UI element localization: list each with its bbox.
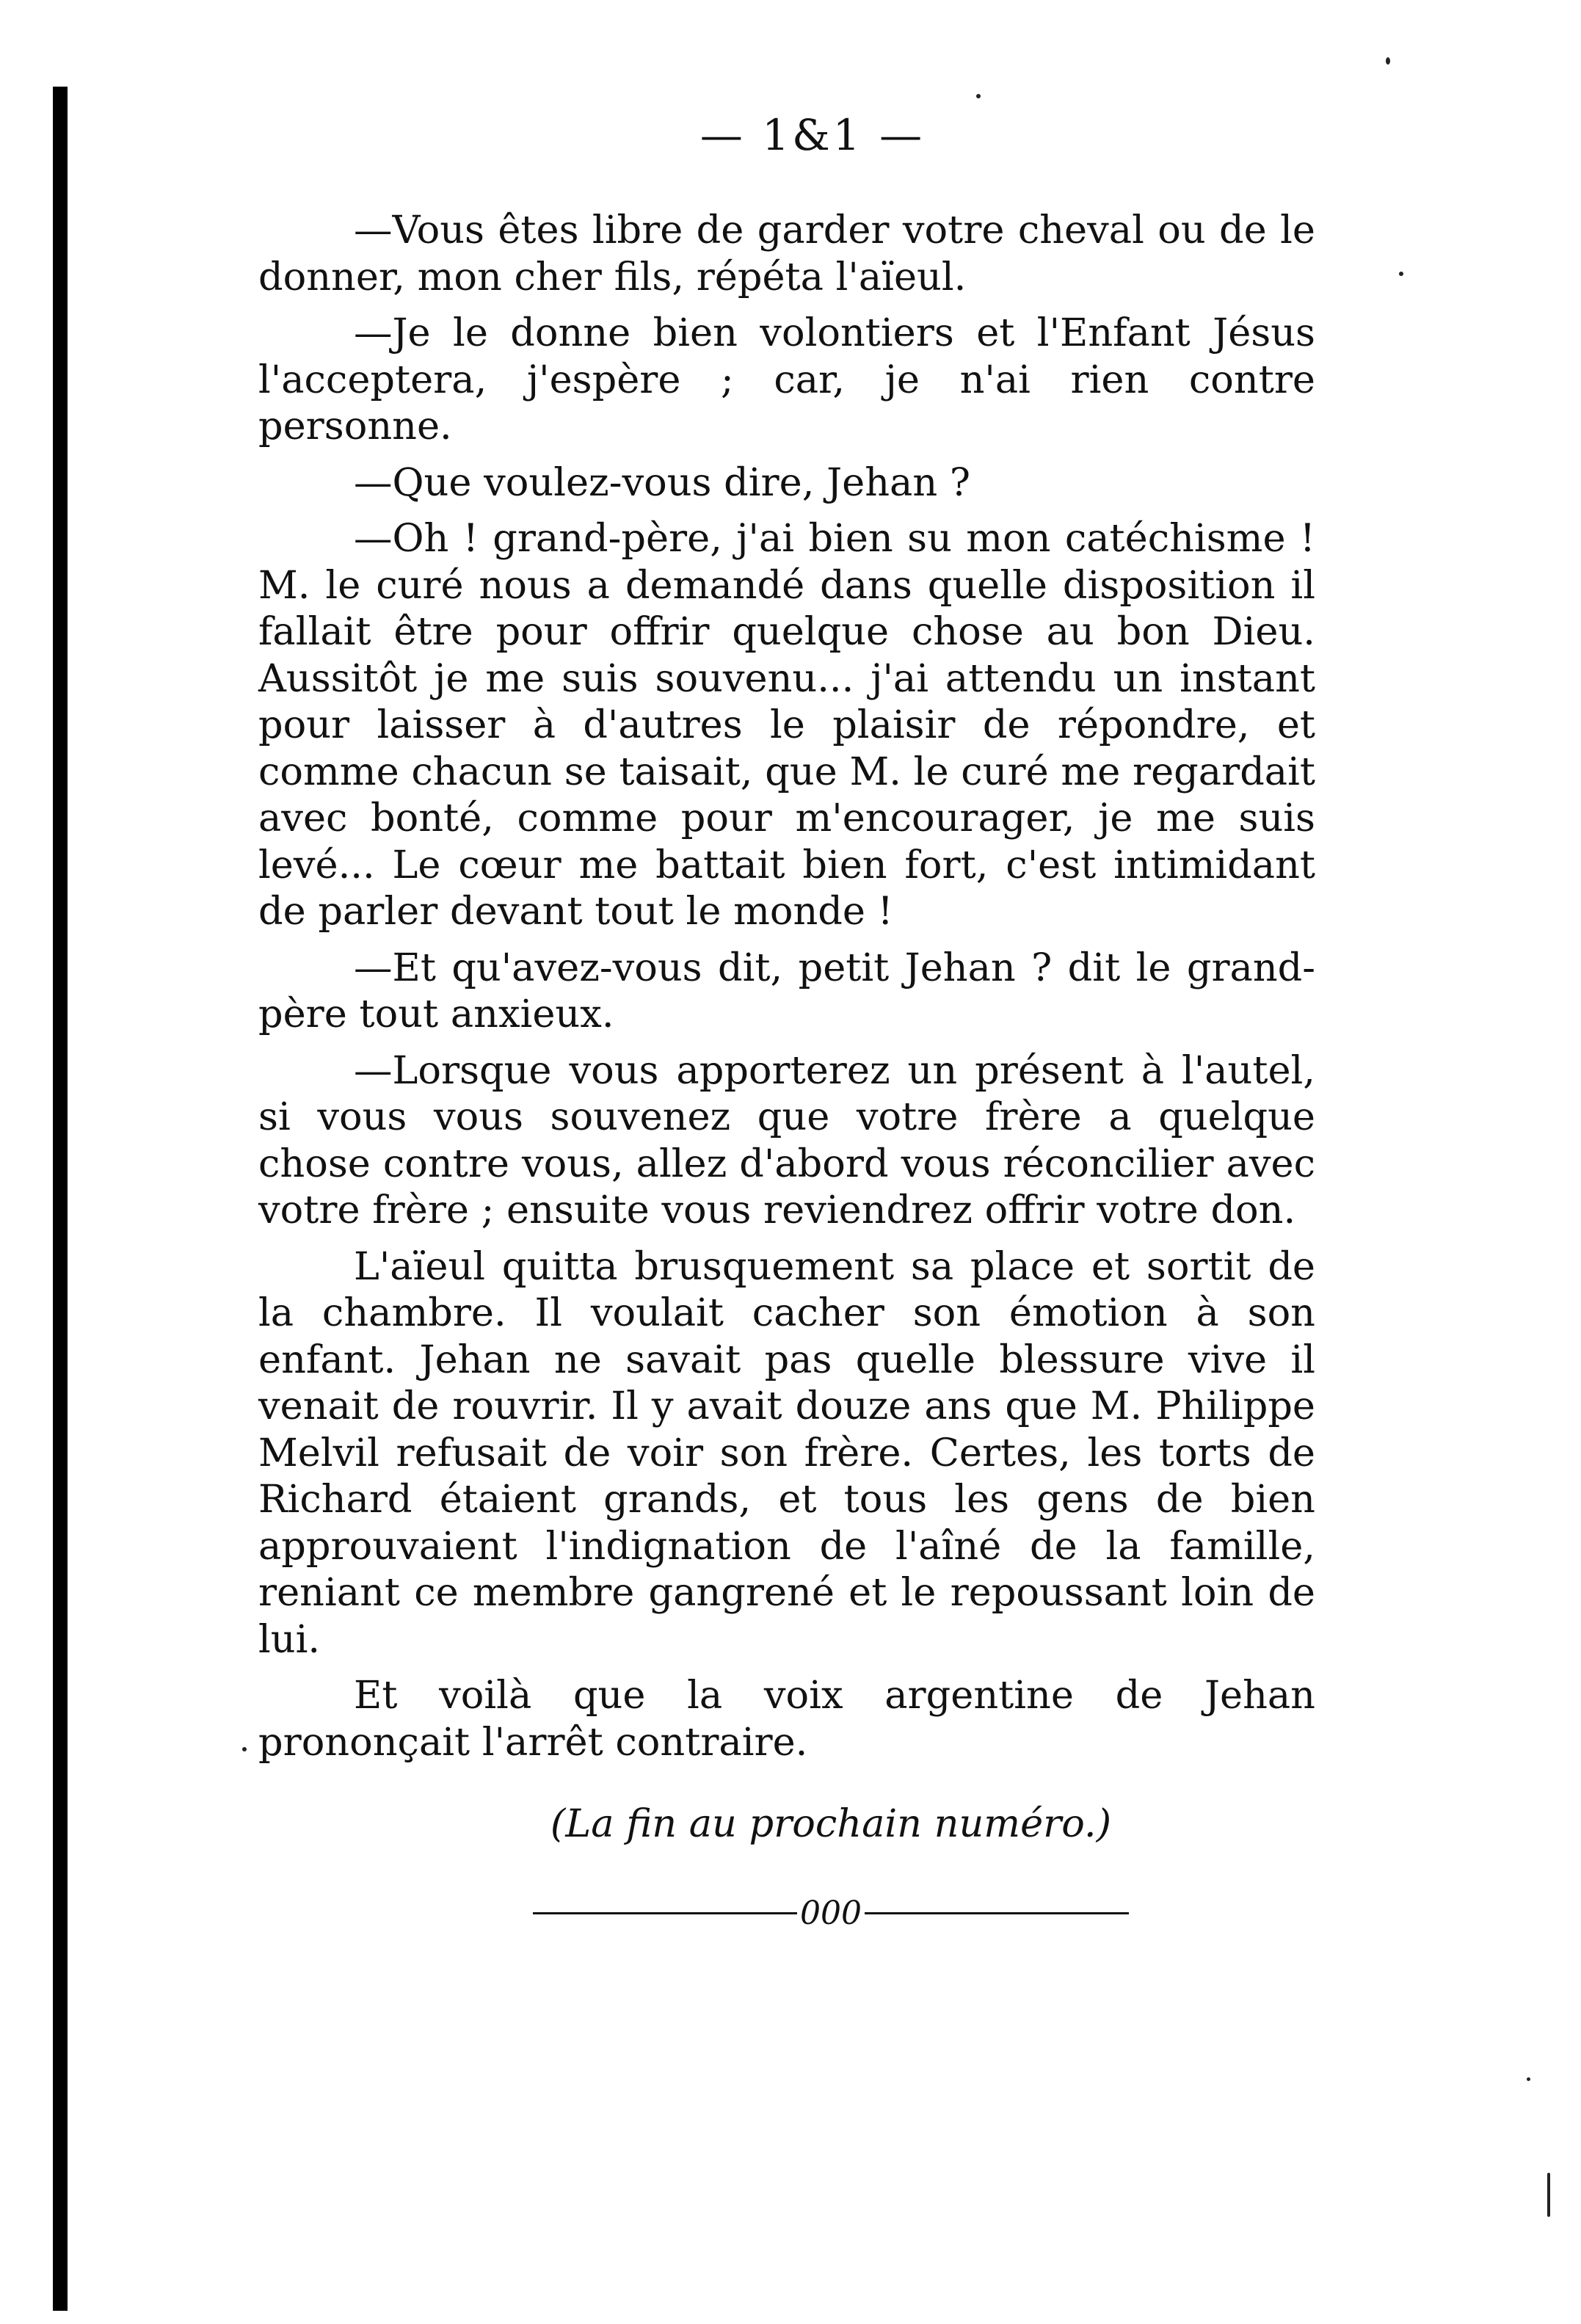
separator-rule-right [865, 1912, 1129, 1914]
section-separator [258, 1890, 1315, 1937]
separator-mark: 000 [800, 1894, 862, 1932]
paragraph: —Vous êtes libre de garder votre cheval ou de le donner, mon cher fils, répéta l'aïeul. [258, 208, 1315, 299]
text-body [258, 207, 1315, 1936]
paragraph: —Que voulez-vous dire, Jehan ? [354, 460, 970, 505]
scan-speck [1386, 57, 1390, 65]
scan-speck [242, 1747, 247, 1751]
scan-speck [1399, 272, 1403, 276]
page-binding-edge [53, 87, 68, 2311]
paragraph: Et voilà que la voix argentine de Jehan prononçait l'arrêt contraire. [258, 1673, 1315, 1765]
paragraph: —Lorsque vous apporterez un présent à l'autel, si vous vous souvenez que votre frère a quelque chose contre vous, allez d'abord vous réconcilier avec votre frère ; ensuite vous reviendrez offrir votre don. [258, 1047, 1315, 1232]
paragraph: —Oh ! grand-père, j'ai bien su mon catéchisme ! M. le curé nous a demandé dans quelle disposition il fallait être pour offrir quelque chose au bon Dieu. Aussitôt je me suis souvenu... j'ai attendu un instant pour laisser à d'autres le plaisir de répondre, et comme chacun se taisait, que M. le curé me regardait avec bonté, comme pour m'encourager, je me suis levé... Le cœur me battait bien fort, c'est intimidant de parler devant tout le monde ! [258, 516, 1315, 934]
paragraph: L'aïeul quitta brusquement sa place et sortit de la chambre. Il voulait cacher son émotion à son enfant. Jehan ne savait pas quelle blessure vive il venait de rouvrir. Il y avait douze ans que M. Philippe Melvil refusait de voir son frère. Certes, les torts de Richard étaient grands, et tous les gens de bien approuvaient l'indignation de l'aîné de la famille, reniant ce membre gangrené et le repoussant loin de lui. [258, 1243, 1315, 1662]
page-number: — 1&1 — [699, 110, 926, 160]
separator-rule-left [533, 1912, 797, 1914]
continuation-note: (La fin au prochain numéro.) [550, 1801, 1112, 1846]
scan-speck [976, 94, 981, 98]
paragraph: —Et qu'avez-vous dit, petit Jehan ? dit le grand-père tout anxieux. [258, 945, 1315, 1036]
paragraph: —Je le donne bien volontiers et l'Enfant Jésus l'acceptera, j'espère ; car, je n'ai rien contre personne. [258, 311, 1315, 449]
scan-speck [1527, 2077, 1530, 2081]
scan-speck [1547, 2173, 1550, 2217]
